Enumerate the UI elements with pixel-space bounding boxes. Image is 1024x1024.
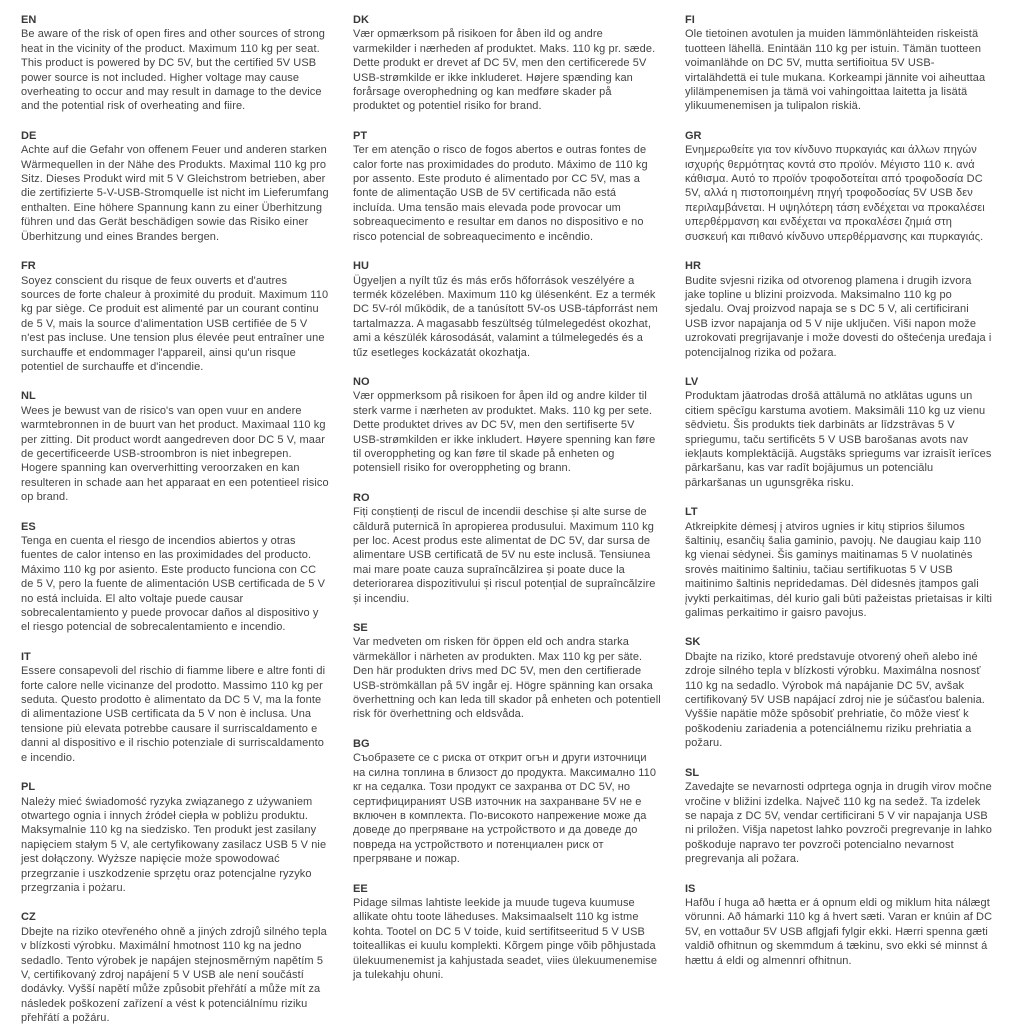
language-code: DK: [353, 14, 369, 26]
language-text: Fiți conștienți de riscul de incendii deschise și alte surse de căldură puternică în apropierea produsului. Maximum 110 kg per loc. Acest produs este alimentat de DC 5V, dar sursa de alimentare USB certificată de 5V nu este inclusă. Tensiunea mai mare poate cauza supraîncălzirea și poate duce la deteriorarea dispozitivului și riscul potențial de supraîncălzire și incendiu.: [353, 506, 656, 605]
language-text: Ügyeljen a nyílt tűz és más erős hőforrások veszélyére a termék közelében. Maximum 110 kg ülésenként. Ez a termék DC 5V-ról működik, de a tanúsított 5V-os USB-tápforrást nem tartalmazza. A magasabb feszültség túlmelegedést okozhat, ami a készülék károsodását, valamint a túlmelegedés és a tűz esetleges kockázatát okozhatja.: [353, 274, 658, 359]
language-code: HU: [353, 260, 369, 273]
language-code: SL: [685, 766, 700, 779]
language-text: Ter em atenção o risco de fogos abertos e outras fontes de calor forte nas proximidades do produto. Máximo de 110 kg por assento. Este produto é alimentado por CC 5V, mas a fonte de alimentação USB de 5V certificada não está incluída. Uma tensão mais elevada pode provocar um sobreaquecimento e resultar em danos no dispositivo e no risco potencial de sobreaquecimento e incêndio.: [353, 144, 648, 243]
language-section-no: [353, 375, 661, 476]
language-section-es: [21, 520, 329, 635]
language-text: Hafðu í huga að hætta er á opnum eldi og miklum hita nálægt vörunni. Að hámarki 110 kg á hvert sæti. Varan er knúin af DC 5V, en vottaður 5V USB aflgjafi fylgir ekki. Hærri spenna gæti valdið ofhitnun og skemmdum á tækinu, svo ekki sé minnst á hættu á eldi og almennri ofhitnun.: [685, 896, 993, 967]
language-section-bg: [353, 737, 661, 867]
language-text: Pidage silmas lahtiste leekide ja muude tugeva kuumuse allikate ohtu toote läheduses. Maksimaalselt 110 kg istme kohta. Tootel on DC 5 V toide, kuid sertifitseeritud 5 V USB toiteallikas ei kuulu komplekti. Kõrgem pinge võib põhjustada ülekuumenemist ja kahjustada seadet, viies ülekuumenemise ja tulekahju ohuni.: [353, 896, 658, 981]
language-code: LV: [685, 375, 699, 388]
language-section-ro: [353, 491, 661, 606]
language-section-dk: [353, 13, 661, 114]
text-column-2: [353, 13, 661, 1014]
language-code: FI: [685, 14, 695, 26]
language-code: BG: [353, 737, 370, 750]
language-code: EN: [21, 14, 37, 26]
language-text: Produktam jāatrodas drošā attālumā no atklātas uguns un citiem spēcīgu karstuma avotiem. Maksimāli 110 kg uz vienu sēdvietu. Šis produkts tiek darbināts ar līdzstrāvas 5 V spriegumu, taču sertificēts 5 V USB barošanas avots nav iekļauts komplektācijā. Augstāks spriegums var izraisīt ierīces pārkaršanu, kas var radīt bojājumus un potenciālu pārkaršanas un ugunsgrēka risku.: [685, 390, 992, 489]
language-text: Be aware of the risk of open fires and other sources of strong heat in the vicinity of the product. Maximum 110 kg per seat. This product is powered by DC 5V, but the certified 5V USB power source is not included. Higher voltage may cause overheating to occur and may result in damage to the device and the potential risk of overheating and fiire.: [21, 28, 325, 113]
language-code: SE: [353, 622, 368, 635]
language-code: DE: [21, 129, 37, 142]
language-section-lt: [685, 505, 993, 620]
language-text: Essere consapevoli del rischio di fiamme libere e altre fonti di forte calore nelle vicinanze del prodotto. Massimo 110 kg per seduta. Questo prodotto è alimentato da DC 5 V, ma la fonte di alimentazione USB certificata da 5 V non è inclusa. Una tensione più elevata potrebbe causare il surriscaldamento e danni al dispositivo e il rischio potenziale di surriscaldamento e incendio.: [21, 665, 326, 764]
language-text: Atkreipkite dėmesį į atviros ugnies ir kitų stiprios šilumos šaltinių, esančių šalia gaminio, pavojų. Ne daugiau kaip 110 kg vienai sėdynei. Šis gaminys maitinamas 5 V nuolatinės srovės maitinimo šaltiniu, tačiau sertifikuotas 5 V USB maitinimo šaltinis nepridedamas. Dėl didesnės įtampos gali įvykti perkaitimas, dėl kurio gali būti pažeistas prietaisas ir kilti galimas perkaitimo ir gaisro pavojus.: [685, 520, 993, 620]
language-text: Var medveten om risken för öppen eld och andra starka värmekällor i närheten av produkten. Max 110 kg per säte. Den här produkten drivs med DC 5V, men den certifierade USB-strömkällan på 5V ingår ej. Högre spänning kan orsaka överhettning och kan leda till skador på enheten och potentiell risk för överhettning och eldsvåda.: [353, 636, 661, 721]
language-section-hr: [685, 259, 993, 360]
language-code: PL: [21, 781, 36, 794]
language-section-de: [21, 129, 329, 244]
language-code: HR: [685, 260, 701, 273]
language-section-pt: [353, 129, 661, 244]
language-section-sl: [685, 766, 993, 867]
language-section-it: [21, 650, 329, 765]
language-section-nl: [21, 389, 329, 504]
language-code: GR: [685, 129, 702, 142]
language-code: IT: [21, 650, 31, 663]
language-section-gr: [685, 129, 993, 244]
language-text: Ενημερωθείτε για τον κίνδυνο πυρκαγιάς και άλλων πηγών ισχυρής θερμότητας κοντά στο προϊόν. Μέγιστο 110 κ. ανά κάθισμα. Αυτό το προϊόν τροφοδοτείται από τροφοδοσία DC 5V, αλλά η πιστοποιημένη πηγή τροφοδοσίας 5V USB δεν περιλαμβάνεται. Η υψηλότερη τάση ενδέχεται να προκαλέσει υπερθέρμανση και ενδέχεται να προκαλέσει ζημιά στη συσκευή και πιθανό κίνδυνο υπερθέρμανσης και πυρκαγιάς.: [685, 144, 985, 243]
language-text: Dbejte na riziko otevřeného ohně a jiných zdrojů silného tepla v blízkosti výrobku. Maximální hmotnost 110 kg na jedno sedadlo. Tento výrobek je napájen stejnosměrným napětím 5 V, certifikovaný zdroj napájení 5 V USB ale není součástí dodávky. Vyšší napětí může způsobit přehřátí a může mít za následek poškození zařízení a vést k potenciálnímu riziku přehřátí a požáru.: [21, 925, 327, 1024]
language-code: ES: [21, 520, 36, 533]
language-code: RO: [353, 491, 370, 504]
language-text: Ole tietoinen avotulen ja muiden lämmönlähteiden riskeistä tuotteen lähellä. Enintään 110 kg per istuin. Tämän tuotteen voimanlähde on DC 5V, mutta sertifioitua 5V USB-virtalähdettä ei tule mukana. Korkeampi jännite voi aiheuttaa ylilämpenemisen ja tämä voi vahingoittaa laitetta ja lisätä ylikuumenemisen ja tulipalon riskiä.: [685, 28, 986, 113]
language-text: Vær oppmerksom på risikoen for åpen ild og andre kilder til sterk varme i nærheten av produktet. Maks. 110 kg per sete. Dette produktet drives av DC 5V, men den sertifiserte 5V USB-strømkilden er ikke inkludert. Høyere spenning kan føre til overoppheting og kan føre til skade på enheten og potensiell risiko for overoppheting og brann.: [353, 390, 656, 475]
language-section-lv: [685, 375, 993, 490]
language-section-is: [685, 882, 993, 968]
language-code: NL: [21, 390, 36, 403]
language-section-fr: [21, 259, 329, 374]
language-code: LT: [685, 506, 698, 519]
language-text: Vær opmærksom på risikoen for åben ild og andre varmekilder i nærheden af produktet. Maks. 110 kg pr. sæde. Dette produkt er drevet af DC 5V, men den certificerede 5V USB-strømkilde er ikke inkluderet. Højere spænding kan forårsage overophedning og kan medføre skader på produktet og potentiel risiko for brand.: [353, 28, 656, 113]
language-code: EE: [353, 882, 368, 895]
language-section-pl: [21, 780, 329, 895]
language-text: Budite svjesni rizika od otvorenog plamena i drugih izvora jake topline u blizini proizvoda. Maksimalno 110 kg po sjedalu. Ovaj proizvod napaja se s DC 5 V, ali certificirani USB izvor napajanja od 5 V nije uključen. Viši napon može uzrokovati pregrijavanje i može dovesti do oštećenja uređaja i potencijalnog rizika od požara.: [685, 274, 992, 359]
language-text: Wees je bewust van de risico's van open vuur en andere warmtebronnen in de buurt van het product. Maximaal 110 kg per zitting. Dit product wordt aangedreven door DC 5 V, maar de gecertificeerde USB-stroombron is niet inbegrepen. Hogere spanning kan oververhitting veroorzaken en kan resulteren in schade aan het apparaat en een potentieel risico op brand.: [21, 404, 329, 504]
language-text: Należy mieć świadomość ryzyka związanego z używaniem otwartego ognia i innych źródeł ciepła w pobliżu produktu. Maksymalnie 110 kg na siedzisko. Ten produkt jest zasilany napięciem stałym 5 V, ale certyfikowany zasilacz USB 5 V nie jest dołączony. Wyższe napięcie może spowodować przegrzanie i uszkodzenie sprzętu oraz potencjalne ryzyko przegrzania i pożaru.: [21, 795, 327, 894]
text-column-3: [685, 13, 993, 1014]
text-column-1: [21, 13, 329, 1024]
language-section-sk: [685, 635, 993, 750]
language-text: Zavedajte se nevarnosti odprtega ognja in drugih virov močne vročine v bližini izdelka. Največ 110 kg na sedež. Ta izdelek se napaja z DC 5V, vendar certificirani 5 V vir napajanja USB ni priložen. Višja napetost lahko povzroči pregrevanje in lahko poškoduje napravo ter povzroči potencialno nevarnost pregrevanja ali požara.: [685, 781, 992, 866]
language-section-ee: [353, 882, 661, 983]
language-code: IS: [685, 882, 696, 895]
language-text: Achte auf die Gefahr von offenem Feuer und anderen starken Wärmequellen in der Nähe des Produkts. Maximal 110 kg pro Sitz. Dieses Produkt wird mit 5 V Gleichstrom betrieben, aber die zertifizierte 5-V-USB-Stromquelle ist nicht im Lieferumfang enthalten. Eine höhere Spannung kann zu einer Überhitzung führen und das Gerät beschädigen sowie das Risiko einer Überhitzung und eines Brandes bergen.: [21, 144, 329, 243]
language-code: SK: [685, 636, 701, 649]
language-section-cz: [21, 910, 329, 1024]
language-section-se: [353, 621, 661, 722]
language-text: Съобразете се с риска от открит огън и други източници на силна топлина в близост до продукта. Максимално 110 кг на седалка. Този продукт се захранва от DC 5V, но сертифицираният USB източник на захранване 5V не е включен в комплекта. По-високото напрежение може да доведе до прегряване на устройството и да доведе до повреда на устройството и потенциален риск от прегряване и пожар.: [353, 752, 657, 866]
language-section-fi: [685, 13, 993, 114]
language-code: NO: [353, 375, 370, 388]
language-code: CZ: [21, 911, 36, 924]
language-code: PT: [353, 129, 368, 142]
language-code: FR: [21, 260, 36, 273]
language-section-hu: [353, 259, 661, 360]
language-text: Soyez conscient du risque de feux ouverts et d'autres sources de forte chaleur à proximité du produit. Maximum 110 kg par siège. Ce produit est alimenté par un courant continu de 5 V, mais la source d'alimentation USB certifiée de 5 V n'est pas incluse. Une tension plus élevée peut entraîner une surchauffe et endommager l'appareil, ainsi qu'un risque potentiel de surchauffe et d'incendie.: [21, 274, 329, 373]
language-section-en: [21, 13, 329, 114]
language-text: Tenga en cuenta el riesgo de incendios abiertos y otras fuentes de calor intenso en las proximidades del producto. Máximo 110 kg por asiento. Este producto funciona con CC de 5 V, pero la fuente de alimentación USB certificada de 5 V no está incluida. El alto voltaje puede causar sobrecalentamiento y puede provocar daños al dispositivo y el riesgo potencial de sobrecalentamiento e incendio.: [21, 535, 326, 634]
language-text: Dbajte na riziko, ktoré predstavuje otvorený oheň alebo iné zdroje silného tepla v blízkosti výrobku. Maximálna nosnosť 110 kg na sedadlo. Výrobok má napájanie DC 5V, avšak certifikovaný 5V USB napájací zdroj nie je súčasťou balenia. Vyššie napätie môže spôsobiť prehriatie, čo môže viesť k poškodeniu zariadenia a potenciálnemu riziku prehriatia a požaru.: [685, 650, 985, 750]
